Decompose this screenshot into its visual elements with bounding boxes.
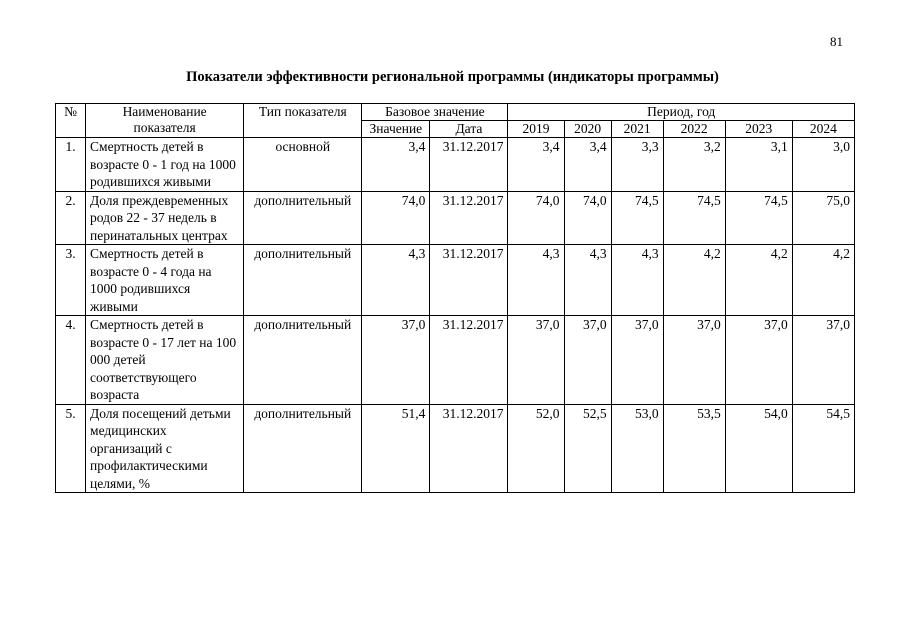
year-value: 53,5: [663, 404, 725, 493]
year-value: 4,3: [508, 245, 564, 316]
row-number: 3.: [56, 245, 86, 316]
indicator-type: дополнительный: [244, 316, 362, 405]
base-value: 4,3: [362, 245, 430, 316]
header-year: 2023: [725, 121, 792, 138]
indicator-name: Смертность детей в возрасте 0 - 1 год на 1000 родившихся живыми: [86, 138, 244, 192]
year-value: 53,0: [611, 404, 663, 493]
year-value: 52,0: [508, 404, 564, 493]
indicator-name: Смертность детей в возрасте 0 - 4 года на 1000 родившихся живыми: [86, 245, 244, 316]
year-value: 37,0: [508, 316, 564, 405]
indicator-type: дополнительный: [244, 404, 362, 493]
header-num: №: [56, 104, 86, 138]
base-date: 31.12.2017: [430, 138, 508, 192]
table-row: [56, 404, 855, 493]
header-base-value: Значение: [362, 121, 430, 138]
year-value: 3,4: [564, 138, 611, 192]
indicator-type: основной: [244, 138, 362, 192]
header-period: Период, год: [508, 104, 855, 121]
indicator-type: дополнительный: [244, 191, 362, 245]
year-value: 3,3: [611, 138, 663, 192]
year-value: 54,5: [792, 404, 854, 493]
year-value: 3,1: [725, 138, 792, 192]
header-year: 2019: [508, 121, 564, 138]
table-row: [56, 138, 855, 192]
year-value: 74,0: [508, 191, 564, 245]
row-number: 2.: [56, 191, 86, 245]
year-value: 37,0: [663, 316, 725, 405]
header-year: 2024: [792, 121, 854, 138]
year-value: 37,0: [792, 316, 854, 405]
header-year: 2020: [564, 121, 611, 138]
document-title: Показатели эффективности региональной программы (индикаторы программы): [186, 69, 719, 85]
base-date: 31.12.2017: [430, 404, 508, 493]
base-value: 37,0: [362, 316, 430, 405]
base-value: 3,4: [362, 138, 430, 192]
year-value: 54,0: [725, 404, 792, 493]
header-type: Тип показателя: [244, 104, 362, 138]
year-value: 37,0: [725, 316, 792, 405]
year-value: 74,5: [725, 191, 792, 245]
base-value: 51,4: [362, 404, 430, 493]
header-year: 2021: [611, 121, 663, 138]
year-value: 3,0: [792, 138, 854, 192]
year-value: 4,2: [725, 245, 792, 316]
year-value: 74,5: [611, 191, 663, 245]
year-value: 4,3: [611, 245, 663, 316]
year-value: 3,2: [663, 138, 725, 192]
header-row-1: [56, 104, 855, 121]
base-date: 31.12.2017: [430, 245, 508, 316]
base-date: 31.12.2017: [430, 191, 508, 245]
year-value: 4,2: [792, 245, 854, 316]
header-name: Наименование показателя: [86, 104, 244, 138]
base-value: 74,0: [362, 191, 430, 245]
year-value: 74,5: [663, 191, 725, 245]
base-date: 31.12.2017: [430, 316, 508, 405]
indicators-table: [55, 103, 855, 493]
year-value: 74,0: [564, 191, 611, 245]
row-number: 5.: [56, 404, 86, 493]
year-value: 37,0: [611, 316, 663, 405]
table-row: [56, 191, 855, 245]
table-row: [56, 245, 855, 316]
year-value: 4,3: [564, 245, 611, 316]
row-number: 4.: [56, 316, 86, 405]
table-row: [56, 316, 855, 405]
header-base: Базовое значение: [362, 104, 508, 121]
header-year: 2022: [663, 121, 725, 138]
indicator-name: Доля посещений детьми медицинских организаций с профилактическими целями, %: [86, 404, 244, 493]
indicator-name: Смертность детей в возрасте 0 - 17 лет на 100 000 детей соответствующего возраста: [86, 316, 244, 405]
year-value: 75,0: [792, 191, 854, 245]
row-number: 1.: [56, 138, 86, 192]
page-number: 81: [830, 34, 843, 49]
year-value: 3,4: [508, 138, 564, 192]
year-value: 4,2: [663, 245, 725, 316]
year-value: 37,0: [564, 316, 611, 405]
year-value: 52,5: [564, 404, 611, 493]
indicator-name: Доля преждевременных родов 22 - 37 недель в перинатальных центрах: [86, 191, 244, 245]
indicator-type: дополнительный: [244, 245, 362, 316]
header-base-date: Дата: [430, 121, 508, 138]
